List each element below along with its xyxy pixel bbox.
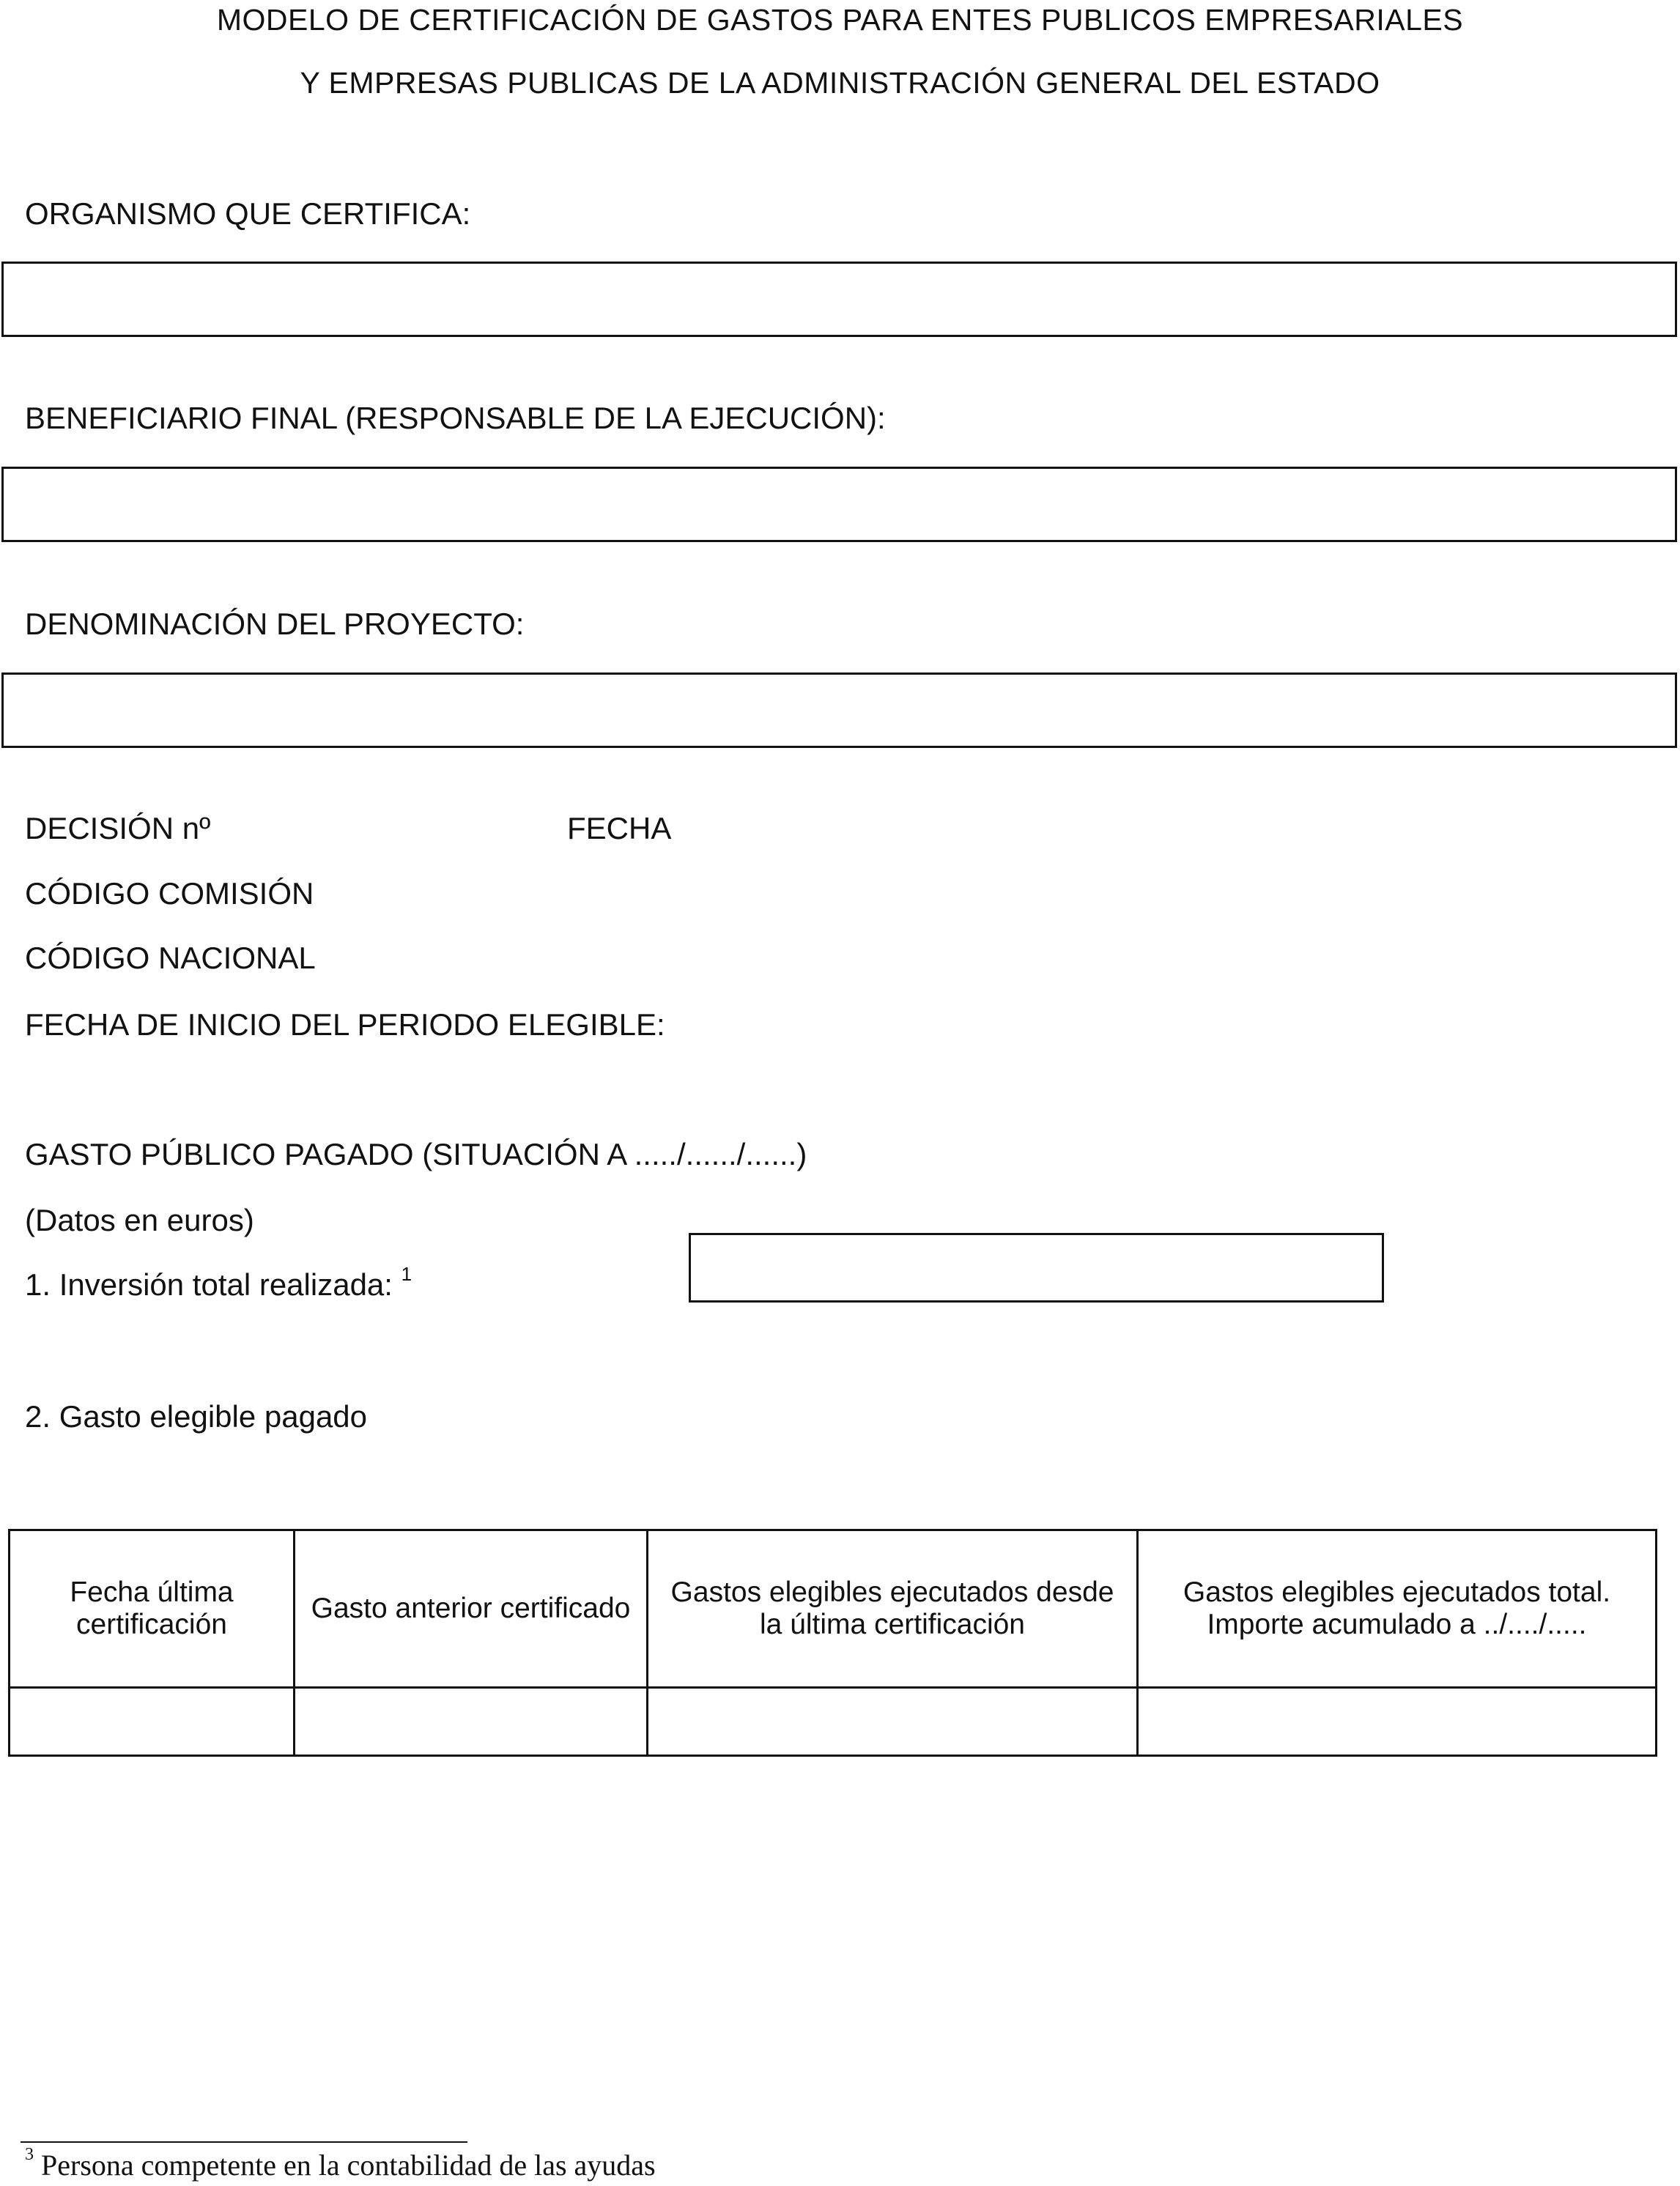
footnote-divider xyxy=(21,2141,467,2143)
inversion-total-label xyxy=(25,1263,412,1303)
codigo-nacional-label: CÓDIGO NACIONAL xyxy=(25,941,316,975)
organismo-label: ORGANISMO QUE CERTIFICA: xyxy=(25,196,471,231)
table-header-row xyxy=(10,1530,1657,1688)
inversion-total-text: 1. Inversión total realizada: xyxy=(25,1267,393,1302)
fecha-inicio-label: FECHA DE INICIO DEL PERIODO ELEGIBLE: xyxy=(25,1007,665,1042)
table-row xyxy=(10,1688,1657,1756)
col-gastos-total-acumulado: Gastos elegibles ejecutados total. Importe acumulado a ../..../..... xyxy=(1138,1530,1657,1688)
cell-gasto-anterior-certificado[interactable] xyxy=(295,1688,648,1756)
codigo-comision-label: CÓDIGO COMISIÓN xyxy=(25,876,314,911)
gasto-publico-label: GASTO PÚBLICO PAGADO (SITUACIÓN A ...../....../......) xyxy=(25,1137,807,1171)
document-title-line-2: Y EMPRESAS PUBLICAS DE LA ADMINISTRACIÓN GENERAL DEL ESTADO xyxy=(300,66,1380,100)
organismo-field[interactable] xyxy=(1,262,1677,337)
inversion-total-field[interactable] xyxy=(689,1233,1384,1303)
col-gasto-anterior-certificado: Gasto anterior certificado xyxy=(295,1530,648,1688)
cell-fecha-ultima-certificacion[interactable] xyxy=(10,1688,295,1756)
beneficiario-field[interactable] xyxy=(1,467,1677,542)
gasto-elegible-label: 2. Gasto elegible pagado xyxy=(25,1399,368,1434)
footnote-ref-1: 1 xyxy=(401,1263,412,1285)
proyecto-label: DENOMINACIÓN DEL PROYECTO: xyxy=(25,607,525,641)
document-title-line-1: MODELO DE CERTIFICACIÓN DE GASTOS PARA ENTES PUBLICOS EMPRESARIALES xyxy=(216,3,1464,37)
cell-gastos-total-acumulado[interactable] xyxy=(1138,1688,1657,1756)
fecha-label: FECHA xyxy=(567,811,672,845)
datos-euros-note: (Datos en euros) xyxy=(25,1203,254,1237)
cell-gastos-desde-ultima[interactable] xyxy=(648,1688,1138,1756)
proyecto-field[interactable] xyxy=(1,673,1677,748)
col-gastos-desde-ultima: Gastos elegibles ejecutados desde la última certificación xyxy=(648,1530,1138,1688)
footnote xyxy=(25,2145,656,2182)
gastos-table xyxy=(8,1529,1657,1757)
beneficiario-label: BENEFICIARIO FINAL (RESPONSABLE DE LA EJECUCIÓN): xyxy=(25,401,886,435)
col-fecha-ultima-certificacion: Fecha última certificación xyxy=(10,1530,295,1688)
footnote-number: 3 xyxy=(25,2145,34,2164)
footnote-text: Persona competente en la contabilidad de las ayudas xyxy=(41,2149,656,2182)
decision-label: DECISIÓN nº xyxy=(25,811,211,845)
